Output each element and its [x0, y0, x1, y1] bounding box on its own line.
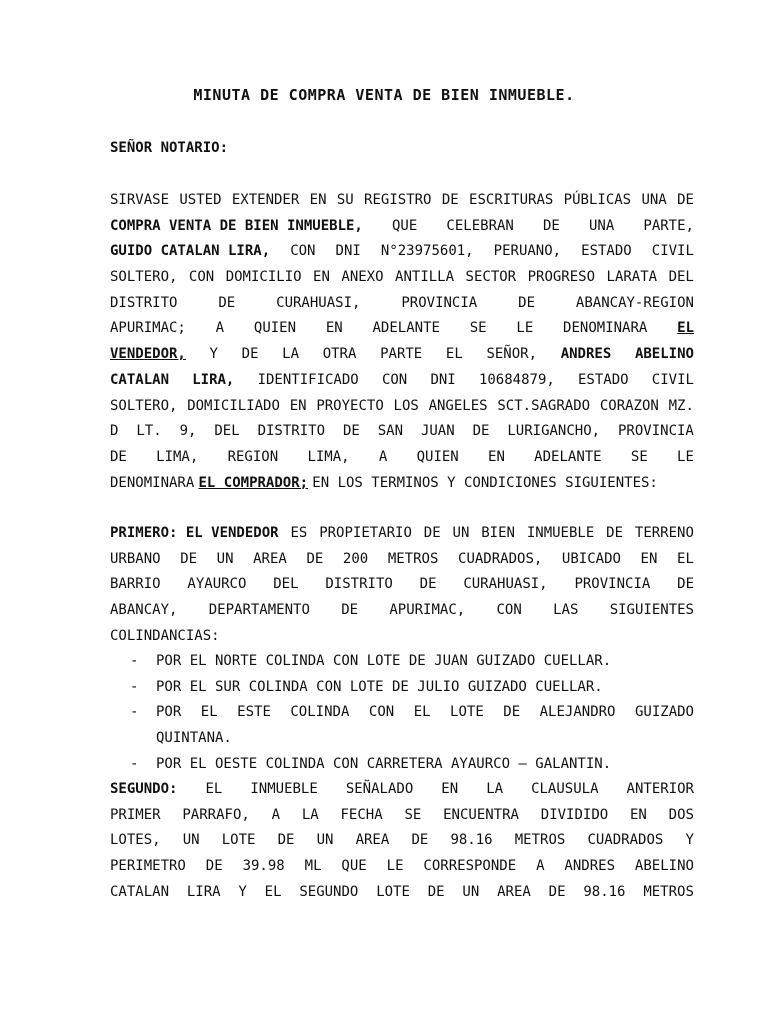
- list-dash: -: [130, 704, 139, 721]
- word: UN: [316, 832, 334, 849]
- word: QUE: [341, 858, 367, 875]
- word: 98.16: [583, 883, 626, 900]
- seller-role-label: VENDEDOR,: [110, 346, 186, 363]
- word: ABELINO: [634, 858, 694, 875]
- word: SEÑOR,: [486, 346, 538, 363]
- word: SOLTERO,: [110, 397, 178, 414]
- word: DEL: [214, 423, 240, 440]
- word: ANGELES: [428, 397, 488, 414]
- list-item-text: POR EL SUR COLINDA CON LOTE DE JULIO GUIZADO CUELLAR.: [156, 678, 603, 695]
- word: LOTE: [221, 832, 256, 849]
- word: DE: [277, 832, 295, 849]
- word: 9,: [179, 423, 197, 440]
- word: METROS: [514, 832, 566, 849]
- clause-heading: SEGUNDO:: [110, 781, 178, 797]
- word: DE: [180, 550, 198, 567]
- text-line: [110, 777, 694, 803]
- list-dash: -: [130, 678, 139, 695]
- word: REGISTRO: [364, 192, 432, 208]
- word: LOTES,: [110, 832, 161, 849]
- word: DEL: [273, 576, 299, 593]
- word: PÚBLICAS: [563, 192, 632, 208]
- clause-heading: PRIMERO: EL VENDEDOR: [110, 525, 279, 541]
- page-title: MINUTA DE COMPRA VENTA DE BIEN INMUEBLE.: [193, 86, 575, 104]
- word: A: [215, 320, 225, 337]
- word: PROGRESO: [527, 269, 596, 286]
- word: UN: [452, 525, 470, 541]
- text-fragment: EN LOS TERMINOS Y CONDICIONES SIGUIENTES:: [312, 474, 658, 491]
- word: ANDRES: [560, 346, 612, 363]
- word: DEPARTAMENTO: [208, 602, 310, 619]
- word: LA: [486, 781, 504, 797]
- word: ANDRES: [564, 858, 615, 875]
- word: LE: [516, 320, 534, 337]
- word: CATALAN: [110, 371, 170, 388]
- text-line: [110, 368, 694, 394]
- word: DE: [542, 217, 560, 234]
- word: EL: [205, 781, 223, 797]
- word: EN: [313, 269, 330, 286]
- word: CURAHUASI,: [463, 576, 548, 593]
- list-item-text: POR EL OESTE COLINDA CON CARRETERA AYAURCO – GALANTIN.: [156, 755, 612, 772]
- text-line: [110, 394, 694, 420]
- word: MZ.: [668, 397, 694, 414]
- text-line: [110, 854, 694, 880]
- word: CON: [496, 602, 522, 619]
- text-fragment: DENOMINARA: [110, 474, 195, 491]
- word: DE: [411, 832, 429, 849]
- word: ABANCAY,: [110, 602, 178, 619]
- word: 200: [342, 550, 369, 567]
- word: ESTADO: [578, 371, 629, 388]
- word: EL: [445, 346, 463, 363]
- word: UNA: [641, 192, 667, 208]
- word: EL: [413, 704, 431, 721]
- word: DOMICILIO: [225, 269, 302, 286]
- word: PERIMETRO: [110, 858, 186, 875]
- word: CLAUSULA: [531, 781, 599, 797]
- word: UNA: [588, 217, 615, 234]
- word: CELEBRAN: [446, 217, 514, 234]
- word: LIMA,: [156, 448, 199, 465]
- word: EN: [289, 397, 307, 414]
- word: EL: [200, 704, 218, 721]
- word: LE: [677, 448, 694, 465]
- word: ABELINO: [634, 346, 694, 363]
- word: LOTE: [376, 883, 410, 900]
- word: INMUEBLE: [526, 525, 595, 541]
- word: LT.: [136, 423, 162, 440]
- word: LAS: [553, 602, 579, 619]
- word: REGION: [227, 448, 279, 465]
- word: DE: [110, 448, 127, 465]
- word: DISTRITO: [110, 294, 178, 311]
- word: DE: [427, 883, 445, 900]
- word: SECTOR: [465, 269, 517, 286]
- word: DE: [423, 525, 441, 541]
- text-line: [110, 265, 694, 291]
- word: DE: [503, 704, 521, 721]
- word: PROVINCIA: [618, 423, 694, 440]
- word: N°23975601,: [380, 243, 474, 260]
- word: DE: [241, 346, 259, 363]
- word: LIRA: [186, 883, 221, 900]
- word: PRIMER: [110, 806, 161, 823]
- word: EN: [441, 781, 459, 797]
- word: SIGUIENTES: [609, 602, 694, 619]
- list-item: [130, 700, 694, 726]
- word: DE: [306, 550, 324, 567]
- text-line: [110, 803, 694, 829]
- word: CUADRADOS,: [458, 550, 543, 567]
- word: ADELANTE: [534, 448, 602, 465]
- word: PARTE,: [643, 217, 694, 234]
- word: 39.98: [242, 858, 285, 875]
- text-line: [110, 239, 694, 265]
- word: DISTRITO: [325, 576, 393, 593]
- text-line: [110, 316, 694, 342]
- text-line: [110, 471, 694, 497]
- word: EN: [488, 448, 505, 465]
- bold-phrase: COMPRA VENTA DE BIEN INMUEBLE,: [110, 217, 363, 234]
- word: LURIGANCHO,: [507, 423, 601, 440]
- seller-name: GUIDO CATALAN LIRA,: [110, 243, 271, 260]
- word: URBANO: [110, 550, 161, 567]
- word: AREA: [355, 832, 390, 849]
- word: BIEN: [481, 525, 515, 541]
- word: APURIMAC,: [389, 602, 466, 619]
- word: Y: [685, 832, 694, 849]
- word: CIVIL: [651, 243, 694, 260]
- word: UN: [216, 550, 234, 567]
- word: PROVINCIA: [574, 576, 651, 593]
- text-line: [110, 342, 694, 368]
- word: DE: [441, 192, 459, 208]
- word: CIVIL: [651, 371, 694, 388]
- word: PARRAFO,: [182, 806, 250, 823]
- word: ANTERIOR: [626, 781, 694, 797]
- word: SU: [336, 192, 354, 208]
- word: DE: [341, 602, 359, 619]
- text-line: [110, 598, 694, 624]
- word: DE: [677, 576, 694, 593]
- text-line: [110, 188, 694, 214]
- colindancias-list: [130, 649, 694, 777]
- list-indent: [130, 726, 156, 752]
- word: EL: [264, 883, 282, 900]
- word: SIRVASE: [110, 192, 170, 208]
- word: ABANCAY-REGION: [575, 294, 694, 311]
- word: A: [536, 858, 545, 875]
- word: TERRENO: [634, 525, 694, 541]
- word: DE: [677, 192, 694, 208]
- word: PARTE: [380, 346, 423, 363]
- list-item: [130, 649, 694, 675]
- word: SCT.SAGRADO: [497, 397, 591, 414]
- text-fragment: COLINDANCIAS:: [110, 627, 220, 644]
- word: IDENTIFICADO: [257, 371, 359, 388]
- word: 10684879,: [478, 371, 555, 388]
- word: PROVINCIA: [401, 294, 478, 311]
- text-line: [110, 419, 694, 445]
- list-item: [130, 675, 694, 701]
- word: METROS: [387, 550, 439, 567]
- clause-segundo: [110, 777, 694, 905]
- word: EL: [677, 550, 694, 567]
- buyer-role-label: EL COMPRADOR;: [198, 474, 309, 491]
- word: EN: [630, 806, 647, 823]
- word: LA: [301, 806, 319, 823]
- word: EN: [309, 192, 327, 208]
- word: AYAURCO: [187, 576, 247, 593]
- word: LOTE: [450, 704, 484, 721]
- word: ANEXO: [341, 269, 384, 286]
- word: OTRA: [322, 346, 357, 363]
- text-line: [110, 880, 694, 906]
- word: ENCUENTRA: [443, 806, 519, 823]
- word: CON: [290, 243, 316, 260]
- list-item-text: [156, 700, 694, 726]
- word: ALEJANDRO: [539, 704, 616, 721]
- text-line: [110, 828, 694, 854]
- word: QUIEN: [416, 448, 459, 465]
- word: BARRIO: [110, 576, 161, 593]
- word: PERUANO,: [493, 243, 562, 260]
- word: DENOMINARA: [563, 320, 648, 337]
- word: CATALAN: [110, 883, 170, 900]
- word: DE: [205, 858, 223, 875]
- word: UN: [462, 883, 480, 900]
- text-line: [110, 521, 694, 547]
- word: EN: [325, 320, 343, 337]
- word: METROS: [643, 883, 694, 900]
- word: QUE: [392, 217, 418, 234]
- word: DIVIDIDO: [540, 806, 609, 823]
- word: SEÑALADO: [345, 781, 414, 797]
- word: CON: [381, 371, 408, 388]
- list-item: [130, 752, 694, 778]
- word: A: [271, 806, 281, 823]
- word: APURIMAC;: [110, 320, 186, 337]
- word: SE: [469, 320, 487, 337]
- word: LOS: [393, 397, 419, 414]
- word: LIMA,: [307, 448, 350, 465]
- word: CORAZON: [599, 397, 659, 414]
- text-line: [110, 291, 694, 317]
- word: CURAHUASI,: [276, 294, 361, 311]
- word: DE: [218, 294, 236, 311]
- word: COLINDA: [290, 704, 350, 721]
- word: DE: [518, 294, 535, 311]
- word: JUAN: [420, 423, 455, 440]
- word: EXTENDER: [231, 192, 300, 208]
- word: DEL: [668, 269, 694, 286]
- word: USTED: [179, 192, 222, 208]
- word: LE: [386, 858, 404, 875]
- word: POR: [156, 704, 182, 721]
- list-dash: -: [130, 653, 139, 669]
- seller-role-label: EL: [677, 320, 694, 337]
- list-item-text: POR EL NORTE COLINDA CON LOTE DE JUAN GUIZADO CUELLAR.: [156, 653, 612, 669]
- clause-primero: [110, 521, 694, 649]
- word: QUIEN: [253, 320, 297, 337]
- word: Y: [238, 883, 247, 900]
- word: PROPIETARIO: [319, 525, 412, 541]
- word: DE: [548, 883, 566, 900]
- word: DNI: [430, 371, 456, 388]
- list-item-text: QUINTANA.: [156, 730, 232, 747]
- word: ML: [304, 858, 322, 875]
- word: LARATA: [606, 269, 658, 286]
- word: SEGUNDO: [299, 883, 359, 900]
- word: DE: [342, 423, 360, 440]
- word: CON: [188, 269, 215, 286]
- word: DOMICILIADO: [187, 397, 280, 414]
- word: CORRESPONDE: [423, 858, 517, 875]
- word: ESCRITURAS: [469, 192, 554, 208]
- intro-paragraph: [110, 188, 694, 496]
- word: SOLTERO,: [110, 269, 178, 286]
- text-line: [110, 214, 694, 240]
- word: ADELANTE: [372, 320, 440, 337]
- word: PROYECTO: [316, 397, 384, 414]
- word: LIRA,: [192, 371, 235, 388]
- salutation: SEÑOR NOTARIO:: [110, 140, 229, 156]
- word: ES: [290, 525, 308, 541]
- word: DE: [419, 576, 437, 593]
- word: SAN: [377, 423, 404, 440]
- word: CON: [368, 704, 395, 721]
- word: A: [378, 448, 388, 465]
- word: DOS: [668, 806, 694, 823]
- word: AREA: [253, 550, 287, 567]
- word: Y: [209, 346, 218, 363]
- word: ANTILLA: [395, 269, 455, 286]
- word: D: [110, 423, 119, 440]
- word: CUADRADOS: [587, 832, 664, 849]
- word: AREA: [497, 883, 531, 900]
- word: SE: [404, 806, 422, 823]
- text-line: [110, 624, 694, 650]
- word: ESTE: [237, 704, 271, 721]
- word: 98.16: [450, 832, 493, 849]
- text-line: [110, 572, 694, 598]
- text-line: [110, 547, 694, 573]
- word: UBICADO: [561, 550, 621, 567]
- word: DE: [472, 423, 490, 440]
- word: SE: [630, 448, 648, 465]
- word: LA: [282, 346, 300, 363]
- list-dash: -: [130, 755, 139, 772]
- word: EN: [640, 550, 658, 567]
- word: DE: [606, 525, 624, 541]
- word: UN: [182, 832, 200, 849]
- word: DISTRITO: [257, 423, 326, 440]
- text-line: [110, 445, 694, 471]
- word: DNI: [335, 243, 361, 260]
- word: FECHA: [340, 806, 383, 823]
- word: ESTADO: [581, 243, 632, 260]
- word: GUIZADO: [634, 704, 694, 721]
- list-item-continuation: [130, 726, 694, 752]
- word: INMUEBLE: [250, 781, 318, 797]
